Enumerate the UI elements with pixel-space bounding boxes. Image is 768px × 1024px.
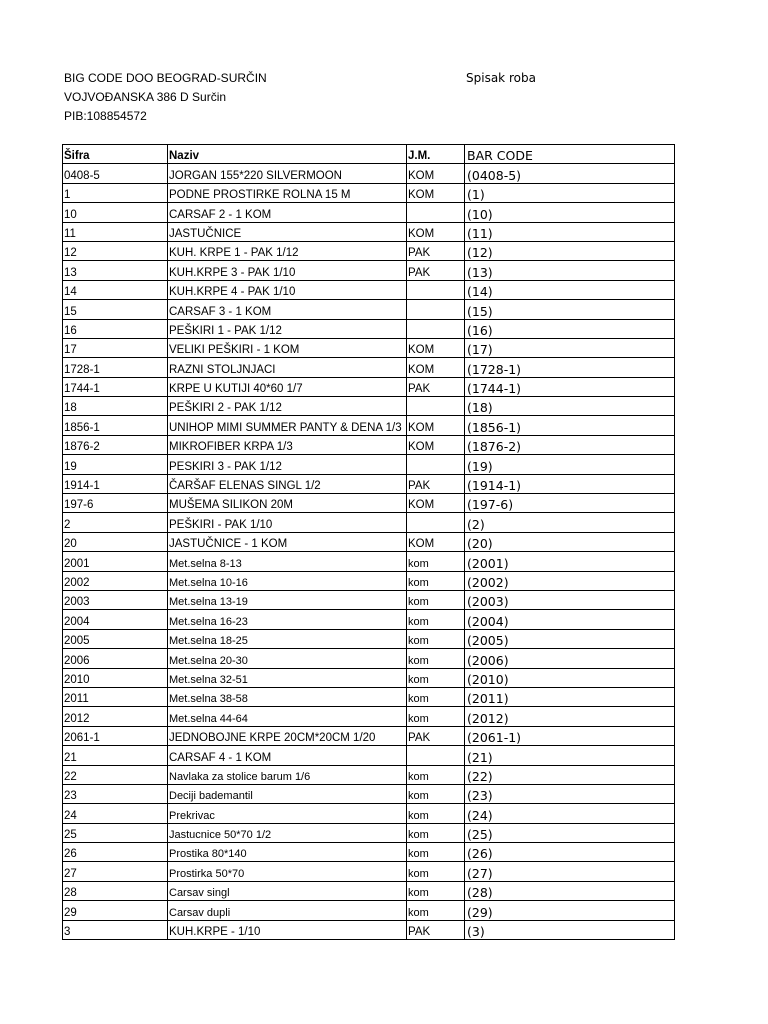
cell-barcode: (1) bbox=[465, 183, 675, 202]
company-pib: PIB:108854572 bbox=[64, 109, 147, 123]
cell-barcode: (2005) bbox=[465, 629, 675, 648]
table-row bbox=[63, 765, 675, 784]
cell-name: RAZNI STOLJNJACI bbox=[168, 358, 407, 377]
cell-unit: KOM bbox=[407, 435, 465, 454]
table-row bbox=[63, 610, 675, 629]
cell-unit: kom bbox=[407, 901, 465, 920]
cell-code: 27 bbox=[63, 862, 168, 881]
cell-unit: KOM bbox=[407, 338, 465, 357]
table-row bbox=[63, 474, 675, 493]
cell-unit: kom bbox=[407, 590, 465, 609]
cell-unit: KOM bbox=[407, 164, 465, 183]
cell-unit bbox=[407, 203, 465, 222]
cell-code: 28 bbox=[63, 881, 168, 900]
cell-name: JORGAN 155*220 SILVERMOON bbox=[168, 164, 407, 183]
cell-barcode: (2012) bbox=[465, 707, 675, 726]
cell-barcode: (2011) bbox=[465, 687, 675, 706]
cell-code: 2004 bbox=[63, 610, 168, 629]
table-row bbox=[63, 843, 675, 862]
cell-unit bbox=[407, 455, 465, 474]
cell-unit: kom bbox=[407, 804, 465, 823]
cell-name: KUH. KRPE 1 - PAK 1/12 bbox=[168, 241, 407, 260]
cell-unit: kom bbox=[407, 668, 465, 687]
cell-code: 2005 bbox=[63, 629, 168, 648]
table-row bbox=[63, 552, 675, 571]
cell-unit: KOM bbox=[407, 358, 465, 377]
cell-name: Met.selna 44-64 bbox=[168, 707, 407, 726]
table-row bbox=[63, 300, 675, 319]
cell-name: KRPE U KUTIJI 40*60 1/7 bbox=[168, 377, 407, 396]
cell-code: 17 bbox=[63, 338, 168, 357]
cell-name: PEŠKIRI 2 - PAK 1/12 bbox=[168, 397, 407, 416]
cell-barcode: (2061-1) bbox=[465, 726, 675, 745]
cell-name: ČARŠAF ELENAS SINGL 1/2 bbox=[168, 474, 407, 493]
cell-code: 1 bbox=[63, 183, 168, 202]
cell-name: JASTUČNICE bbox=[168, 222, 407, 241]
cell-unit: kom bbox=[407, 862, 465, 881]
cell-barcode: (21) bbox=[465, 746, 675, 765]
cell-unit: KOM bbox=[407, 416, 465, 435]
cell-code: 2002 bbox=[63, 571, 168, 590]
cell-barcode: (2003) bbox=[465, 590, 675, 609]
cell-name: JASTUČNICE - 1 KOM bbox=[168, 532, 407, 551]
cell-name: CARSAF 3 - 1 KOM bbox=[168, 300, 407, 319]
cell-unit bbox=[407, 319, 465, 338]
cell-barcode: (24) bbox=[465, 804, 675, 823]
cell-barcode: (1856-1) bbox=[465, 416, 675, 435]
cell-name: Met.selna 18-25 bbox=[168, 629, 407, 648]
cell-barcode: (16) bbox=[465, 319, 675, 338]
cell-barcode: (29) bbox=[465, 901, 675, 920]
cell-name: KUH.KRPE 4 - PAK 1/10 bbox=[168, 280, 407, 299]
cell-barcode: (19) bbox=[465, 455, 675, 474]
cell-name: Jastucnice 50*70 1/2 bbox=[168, 823, 407, 842]
cell-code: 2011 bbox=[63, 687, 168, 706]
cell-unit: PAK bbox=[407, 377, 465, 396]
table-row bbox=[63, 746, 675, 765]
table-row bbox=[63, 881, 675, 900]
cell-barcode: (2010) bbox=[465, 668, 675, 687]
cell-barcode: (2001) bbox=[465, 552, 675, 571]
cell-unit: kom bbox=[407, 823, 465, 842]
cell-code: 2 bbox=[63, 513, 168, 532]
cell-code: 1876-2 bbox=[63, 435, 168, 454]
cell-unit: kom bbox=[407, 687, 465, 706]
table-row bbox=[63, 649, 675, 668]
cell-code: 15 bbox=[63, 300, 168, 319]
cell-unit: kom bbox=[407, 843, 465, 862]
cell-name: Met.selna 20-30 bbox=[168, 649, 407, 668]
table-row bbox=[63, 203, 675, 222]
cell-name: CARSAF 2 - 1 KOM bbox=[168, 203, 407, 222]
table-row bbox=[63, 590, 675, 609]
cell-code: 2001 bbox=[63, 552, 168, 571]
cell-unit: kom bbox=[407, 784, 465, 803]
table-row bbox=[63, 726, 675, 745]
cell-code: 18 bbox=[63, 397, 168, 416]
cell-barcode: (23) bbox=[465, 784, 675, 803]
cell-name: MUŠEMA SILIKON 20M bbox=[168, 494, 407, 513]
table-row bbox=[63, 687, 675, 706]
cell-unit bbox=[407, 397, 465, 416]
table-row bbox=[63, 901, 675, 920]
cell-name: PEŠKIRI 1 - PAK 1/12 bbox=[168, 319, 407, 338]
cell-unit: KOM bbox=[407, 532, 465, 551]
table-row bbox=[63, 358, 675, 377]
cell-code: 2010 bbox=[63, 668, 168, 687]
cell-name: PESKIRI 3 - PAK 1/12 bbox=[168, 455, 407, 474]
table-row bbox=[63, 397, 675, 416]
cell-code: 1914-1 bbox=[63, 474, 168, 493]
goods-table bbox=[62, 144, 675, 940]
table-row bbox=[63, 222, 675, 241]
table-row bbox=[63, 804, 675, 823]
cell-name: KUH.KRPE - 1/10 bbox=[168, 920, 407, 939]
table-row bbox=[63, 494, 675, 513]
cell-name: PODNE PROSTIRKE ROLNA 15 M bbox=[168, 183, 407, 202]
cell-barcode: (3) bbox=[465, 920, 675, 939]
table-header-row bbox=[63, 145, 675, 164]
table-row bbox=[63, 571, 675, 590]
cell-barcode: (197-6) bbox=[465, 494, 675, 513]
cell-name: UNIHOP MIMI SUMMER PANTY & DENA 1/3 bbox=[168, 416, 407, 435]
table-row bbox=[63, 862, 675, 881]
cell-barcode: (28) bbox=[465, 881, 675, 900]
cell-unit: kom bbox=[407, 552, 465, 571]
cell-unit: kom bbox=[407, 765, 465, 784]
cell-name: Prekrivac bbox=[168, 804, 407, 823]
cell-code: 11 bbox=[63, 222, 168, 241]
table-row bbox=[63, 416, 675, 435]
table-row bbox=[63, 784, 675, 803]
cell-unit: kom bbox=[407, 649, 465, 668]
cell-name: MIKROFIBER KRPA 1/3 bbox=[168, 435, 407, 454]
company-name: BIG CODE DOO BEOGRAD-SURČIN bbox=[64, 71, 267, 85]
cell-unit: PAK bbox=[407, 261, 465, 280]
company-address: VOJVOĐANSKA 386 D Surčin bbox=[64, 90, 227, 104]
cell-code: 2012 bbox=[63, 707, 168, 726]
cell-code: 2003 bbox=[63, 590, 168, 609]
cell-barcode: (20) bbox=[465, 532, 675, 551]
cell-barcode: (1876-2) bbox=[465, 435, 675, 454]
table-row bbox=[63, 823, 675, 842]
cell-name: VELIKI PEŠKIRI - 1 KOM bbox=[168, 338, 407, 357]
cell-name: Met.selna 16-23 bbox=[168, 610, 407, 629]
table-row bbox=[63, 280, 675, 299]
cell-code: 23 bbox=[63, 784, 168, 803]
cell-barcode: (1914-1) bbox=[465, 474, 675, 493]
cell-unit: kom bbox=[407, 881, 465, 900]
cell-barcode: (25) bbox=[465, 823, 675, 842]
cell-unit: PAK bbox=[407, 726, 465, 745]
cell-barcode: (14) bbox=[465, 280, 675, 299]
column-header-barcode: BAR CODE bbox=[465, 145, 675, 164]
cell-code: 197-6 bbox=[63, 494, 168, 513]
table-row bbox=[63, 629, 675, 648]
table-row bbox=[63, 532, 675, 551]
cell-code: 25 bbox=[63, 823, 168, 842]
table-row bbox=[63, 668, 675, 687]
cell-barcode: (27) bbox=[465, 862, 675, 881]
cell-barcode: (12) bbox=[465, 241, 675, 260]
cell-name: Navlaka za stolice barum 1/6 bbox=[168, 765, 407, 784]
table-row bbox=[63, 338, 675, 357]
cell-unit bbox=[407, 300, 465, 319]
cell-name: Met.selna 10-16 bbox=[168, 571, 407, 590]
cell-code: 13 bbox=[63, 261, 168, 280]
cell-barcode: (1728-1) bbox=[465, 358, 675, 377]
column-header-unit: J.M. bbox=[407, 145, 465, 164]
cell-barcode: (2004) bbox=[465, 610, 675, 629]
cell-barcode: (2) bbox=[465, 513, 675, 532]
cell-barcode: (10) bbox=[465, 203, 675, 222]
cell-code: 14 bbox=[63, 280, 168, 299]
table-row bbox=[63, 513, 675, 532]
table-row bbox=[63, 241, 675, 260]
cell-code: 20 bbox=[63, 532, 168, 551]
cell-unit bbox=[407, 280, 465, 299]
table-row bbox=[63, 435, 675, 454]
table-row bbox=[63, 261, 675, 280]
cell-code: 12 bbox=[63, 241, 168, 260]
cell-code: 29 bbox=[63, 901, 168, 920]
cell-barcode: (2006) bbox=[465, 649, 675, 668]
cell-barcode: (0408-5) bbox=[465, 164, 675, 183]
cell-barcode: (18) bbox=[465, 397, 675, 416]
cell-barcode: (2002) bbox=[465, 571, 675, 590]
table-row bbox=[63, 319, 675, 338]
cell-name: Met.selna 38-58 bbox=[168, 687, 407, 706]
cell-code: 26 bbox=[63, 843, 168, 862]
cell-name: Deciji bademantil bbox=[168, 784, 407, 803]
cell-barcode: (26) bbox=[465, 843, 675, 862]
cell-name: Carsav dupli bbox=[168, 901, 407, 920]
table-row bbox=[63, 164, 675, 183]
cell-unit bbox=[407, 513, 465, 532]
cell-code: 22 bbox=[63, 765, 168, 784]
cell-code: 19 bbox=[63, 455, 168, 474]
cell-unit: kom bbox=[407, 571, 465, 590]
cell-code: 16 bbox=[63, 319, 168, 338]
cell-name: Carsav singl bbox=[168, 881, 407, 900]
cell-unit: KOM bbox=[407, 494, 465, 513]
cell-unit: PAK bbox=[407, 241, 465, 260]
cell-code: 1856-1 bbox=[63, 416, 168, 435]
cell-code: 24 bbox=[63, 804, 168, 823]
cell-unit: KOM bbox=[407, 222, 465, 241]
cell-code: 1728-1 bbox=[63, 358, 168, 377]
cell-name: Met.selna 13-19 bbox=[168, 590, 407, 609]
cell-unit: PAK bbox=[407, 474, 465, 493]
table-row bbox=[63, 707, 675, 726]
cell-code: 1744-1 bbox=[63, 377, 168, 396]
cell-unit: kom bbox=[407, 610, 465, 629]
document-title: Spisak roba bbox=[466, 71, 536, 85]
cell-name: JEDNOBOJNE KRPE 20CM*20CM 1/20 bbox=[168, 726, 407, 745]
table-row bbox=[63, 455, 675, 474]
column-header-code: Šifra bbox=[63, 145, 168, 164]
cell-name: PEŠKIRI - PAK 1/10 bbox=[168, 513, 407, 532]
cell-code: 0408-5 bbox=[63, 164, 168, 183]
cell-unit: PAK bbox=[407, 920, 465, 939]
cell-name: Met.selna 8-13 bbox=[168, 552, 407, 571]
cell-name: CARSAF 4 - 1 KOM bbox=[168, 746, 407, 765]
cell-code: 3 bbox=[63, 920, 168, 939]
cell-barcode: (22) bbox=[465, 765, 675, 784]
table-row bbox=[63, 377, 675, 396]
cell-code: 2061-1 bbox=[63, 726, 168, 745]
cell-unit: kom bbox=[407, 629, 465, 648]
cell-barcode: (1744-1) bbox=[465, 377, 675, 396]
cell-name: Prostika 80*140 bbox=[168, 843, 407, 862]
table-row bbox=[63, 183, 675, 202]
table-row bbox=[63, 920, 675, 939]
cell-code: 2006 bbox=[63, 649, 168, 668]
cell-unit: kom bbox=[407, 707, 465, 726]
cell-name: KUH.KRPE 3 - PAK 1/10 bbox=[168, 261, 407, 280]
cell-name: Met.selna 32-51 bbox=[168, 668, 407, 687]
cell-barcode: (11) bbox=[465, 222, 675, 241]
cell-barcode: (17) bbox=[465, 338, 675, 357]
cell-code: 21 bbox=[63, 746, 168, 765]
cell-name: Prostirka 50*70 bbox=[168, 862, 407, 881]
column-header-name: Naziv bbox=[168, 145, 407, 164]
cell-unit bbox=[407, 746, 465, 765]
cell-barcode: (15) bbox=[465, 300, 675, 319]
cell-barcode: (13) bbox=[465, 261, 675, 280]
cell-unit: KOM bbox=[407, 183, 465, 202]
cell-code: 10 bbox=[63, 203, 168, 222]
